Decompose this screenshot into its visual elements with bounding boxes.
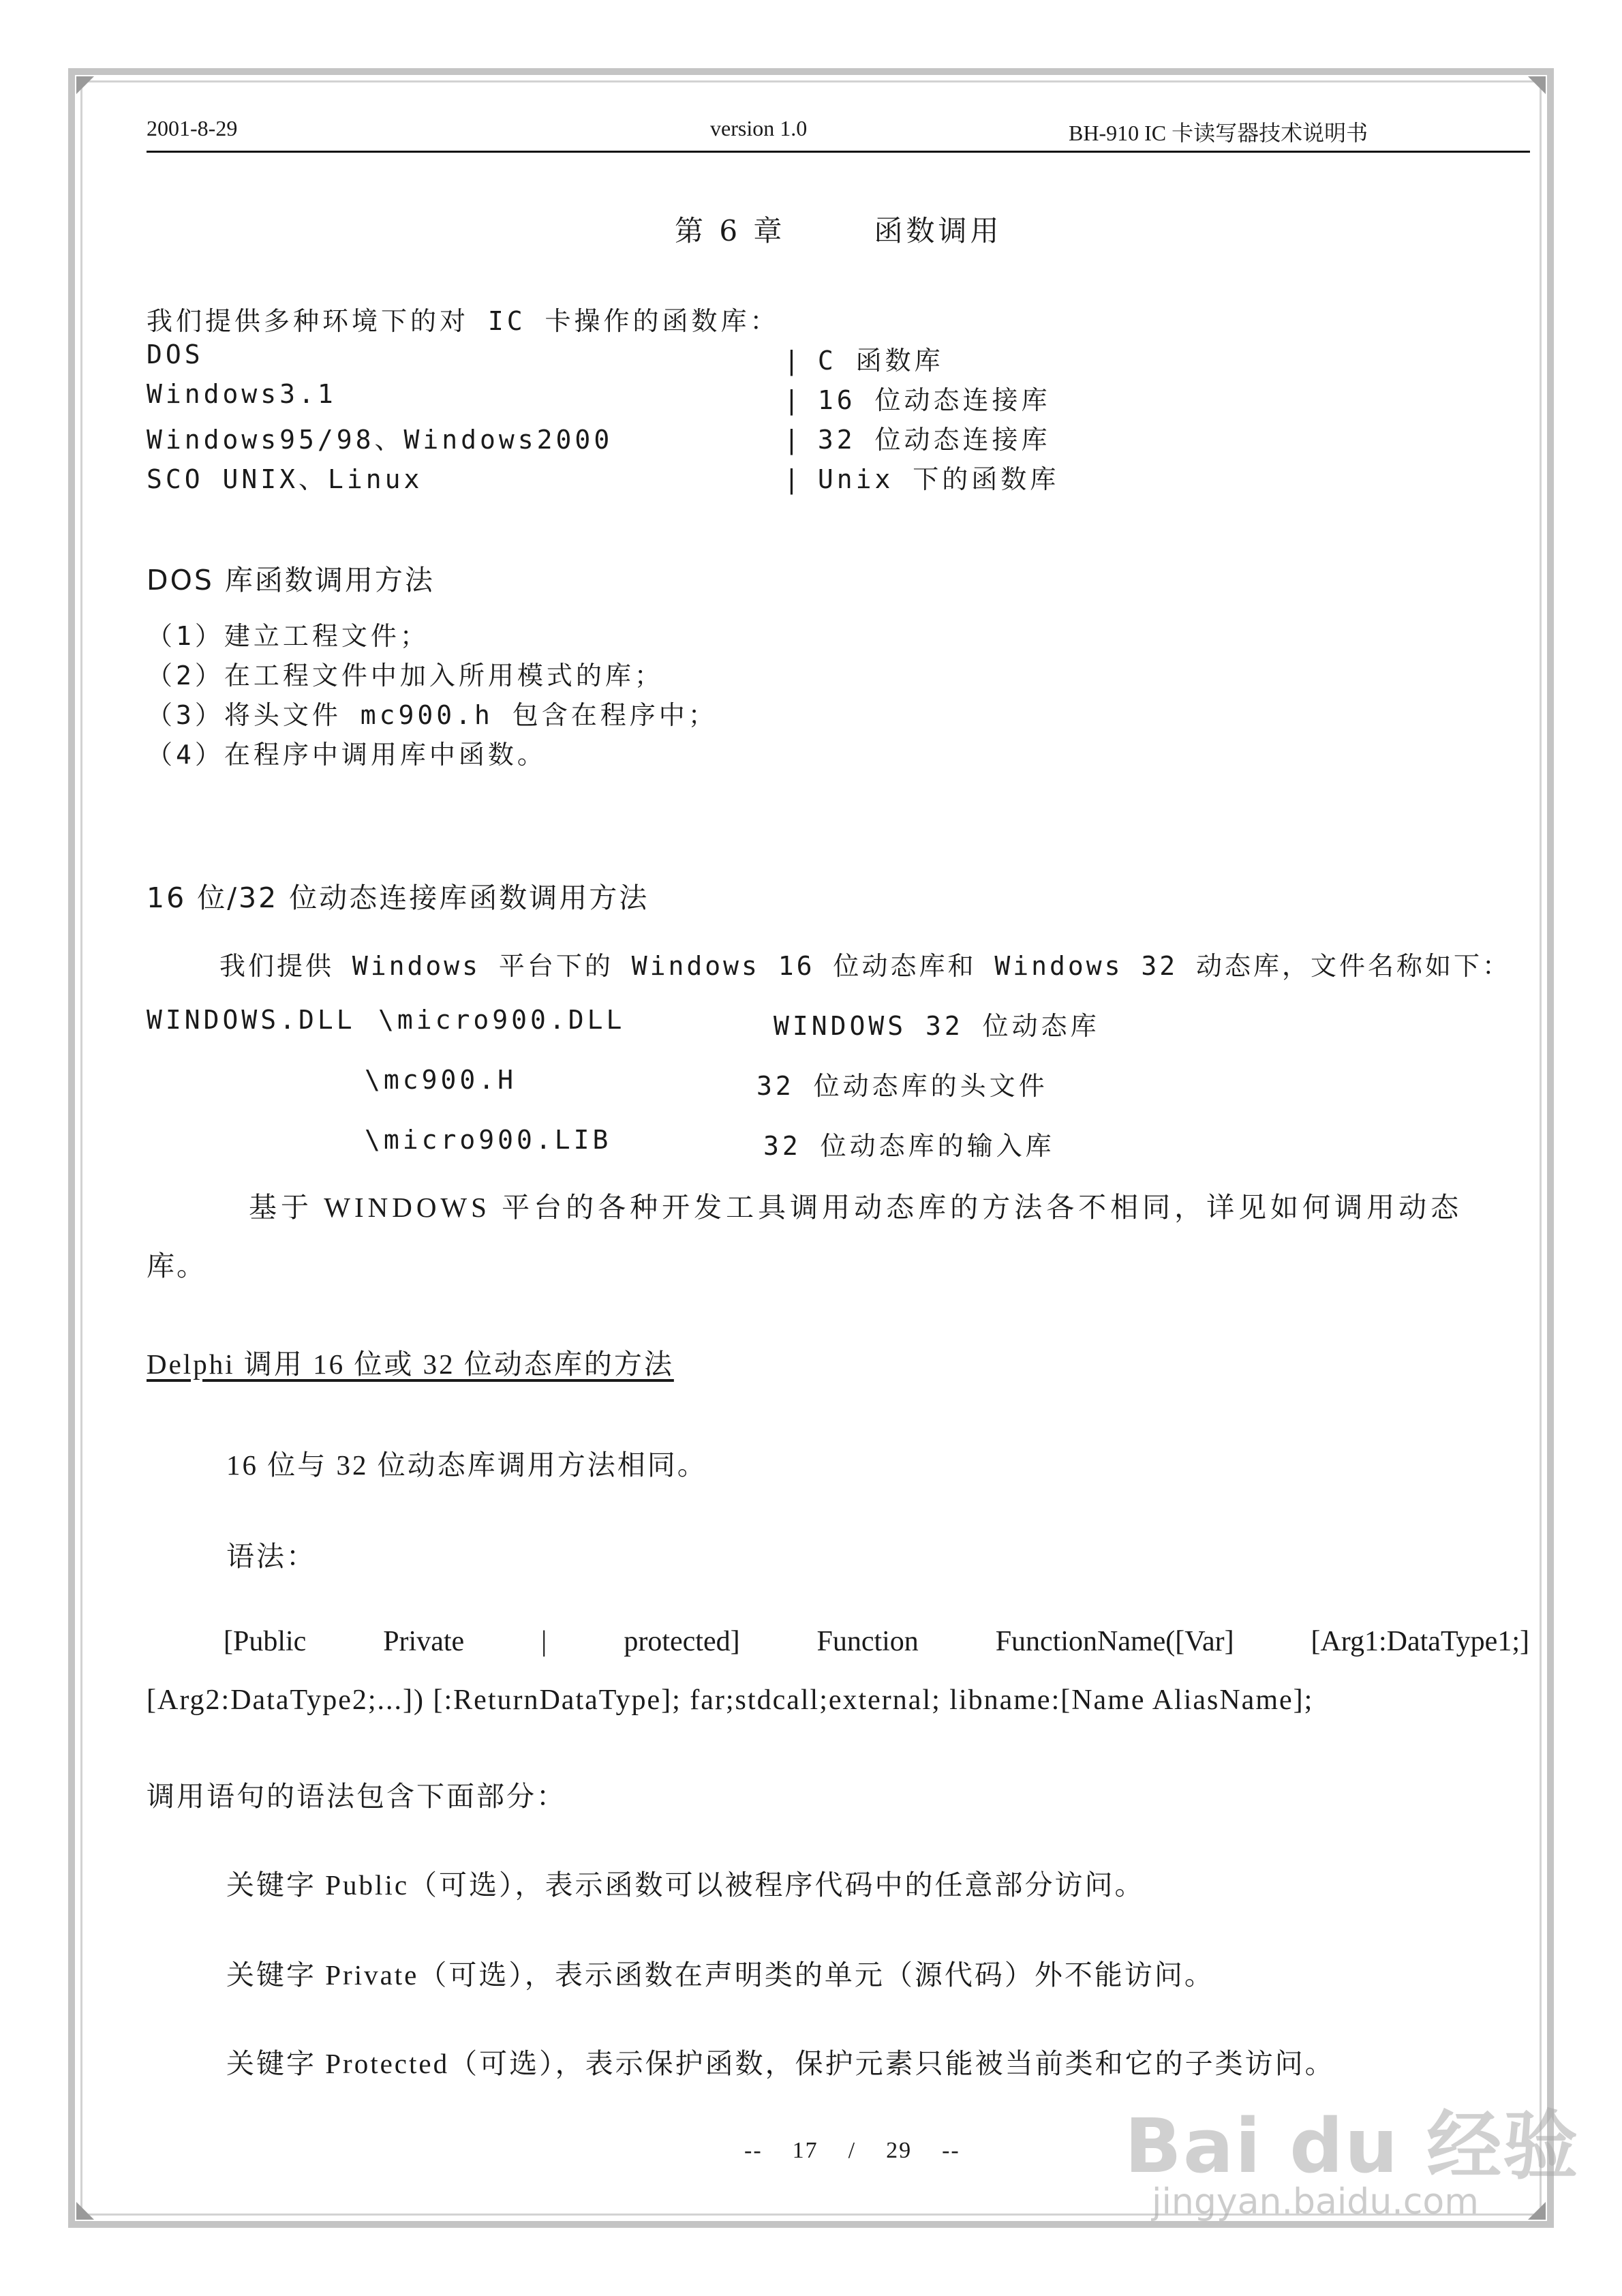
keyword-desc: 关键字 Public（可选），表示函数可以被程序代码中的任意部分访问。 bbox=[226, 1869, 1145, 1901]
env-library: | C 函数库 bbox=[784, 339, 944, 377]
env-platform: SCO UNIX、Linux bbox=[147, 464, 423, 494]
dll-file-name: \micro900.DLL bbox=[378, 1005, 626, 1035]
dll-note-cont: 库。 bbox=[147, 1250, 206, 1282]
env-library: | 32 位动态连接库 bbox=[784, 419, 1051, 456]
dos-heading: DOS 库函数调用方法 bbox=[147, 564, 435, 596]
dos-step: （1）建立工程文件； bbox=[147, 621, 429, 651]
header-rule bbox=[147, 151, 1530, 153]
watermark-logo-text: Bai du 经验 bbox=[1124, 2102, 1580, 2190]
dll-intro: 我们提供 Windows 平台下的 Windows 16 位动态库和 Windows 32 动态库，文件名称如下： bbox=[219, 951, 1511, 981]
syntax-label: 语法： bbox=[226, 1541, 316, 1572]
page-separator: / bbox=[848, 2138, 857, 2163]
footer-dash: -- bbox=[942, 2138, 960, 2163]
dos-step: （2）在工程文件中加入所用模式的库； bbox=[147, 661, 664, 691]
keyword-desc: 关键字 Protected（可选），表示保护函数，保护元素只能被当前类和它的子类访问。 bbox=[226, 2048, 1335, 2079]
footer-dash: -- bbox=[744, 2138, 763, 2163]
header-date: 2001-8-29 bbox=[147, 116, 238, 140]
dll-note: 基于 WINDOWS 平台的各种开发工具调用动态库的方法各不相同，详见如何调用动态 bbox=[249, 1192, 1463, 1223]
frame-corner-top-left bbox=[76, 76, 94, 94]
syntax-line-2: [Arg2:DataType2;...]) [:ReturnDataType]; far;stdcall;external; libname:[Name AliasName]; bbox=[147, 1685, 1314, 1716]
delphi-heading: Delphi 调用 16 位或 32 位动态库的方法 bbox=[147, 1348, 674, 1380]
chapter-heading bbox=[675, 209, 1002, 250]
dll-file-desc: WINDOWS 32 位动态库 bbox=[774, 1011, 1100, 1041]
keyword-desc: 关键字 Private（可选），表示函数在声明类的单元（源代码）外不能访问。 bbox=[226, 1959, 1214, 1991]
frame-corner-bottom-right bbox=[1528, 2202, 1546, 2220]
dll-file-dir: WINDOWS.DLL bbox=[147, 1005, 356, 1035]
syntax-token: Private bbox=[383, 1626, 465, 1657]
frame-corner-bottom-left bbox=[76, 2202, 94, 2220]
syntax-token: protected] bbox=[624, 1626, 740, 1657]
env-platform: DOS bbox=[147, 339, 204, 369]
syntax-token: [Arg1:DataType1;] bbox=[1311, 1626, 1529, 1657]
intro-text: 我们提供多种环境下的对 IC 卡操作的函数库： bbox=[147, 306, 780, 336]
dos-step: （3）将头文件 mc900.h 包含在程序中； bbox=[147, 700, 718, 730]
frame-corner-top-right bbox=[1528, 76, 1546, 94]
dll-file-desc: 32 位动态库的输入库 bbox=[763, 1131, 1055, 1161]
header-version: version 1.0 bbox=[710, 116, 808, 140]
syntax-token: FunctionName([Var] bbox=[995, 1626, 1234, 1657]
delphi-same-note: 16 位与 32 位动态库调用方法相同。 bbox=[226, 1449, 707, 1481]
chapter-number: 第 6 章 bbox=[675, 214, 786, 247]
syntax-token: | bbox=[541, 1626, 547, 1657]
parts-intro: 调用语句的语法包含下面部分： bbox=[147, 1781, 566, 1812]
syntax-token: [Public bbox=[224, 1626, 307, 1657]
dll-file-desc: 32 位动态库的头文件 bbox=[756, 1071, 1048, 1101]
page-number: 17 bbox=[792, 2138, 818, 2163]
watermark-site: jingyan.baidu.com bbox=[1152, 2181, 1479, 2222]
env-platform: Windows3.1 bbox=[147, 379, 337, 409]
syntax-line bbox=[224, 1625, 1529, 1658]
dos-step: （4）在程序中调用库中函数。 bbox=[147, 740, 547, 770]
dll-file-name: \mc900.H bbox=[365, 1065, 517, 1095]
env-platform: Windows95/98、Windows2000 bbox=[147, 425, 613, 455]
page-footer bbox=[729, 2138, 975, 2164]
chapter-title: 函数调用 bbox=[874, 214, 1003, 247]
page-total: 29 bbox=[886, 2138, 913, 2163]
dll-heading: 16 位/32 位动态连接库函数调用方法 bbox=[147, 881, 649, 914]
dll-file-name: \micro900.LIB bbox=[365, 1125, 612, 1155]
env-library: | Unix 下的函数库 bbox=[784, 458, 1059, 496]
header-doc-title: BH-910 IC 卡读写器技术说明书 bbox=[1069, 121, 1368, 145]
watermark-logo bbox=[1124, 2086, 1579, 2194]
env-library: | 16 位动态连接库 bbox=[784, 379, 1051, 417]
syntax-token: Function bbox=[816, 1626, 919, 1657]
